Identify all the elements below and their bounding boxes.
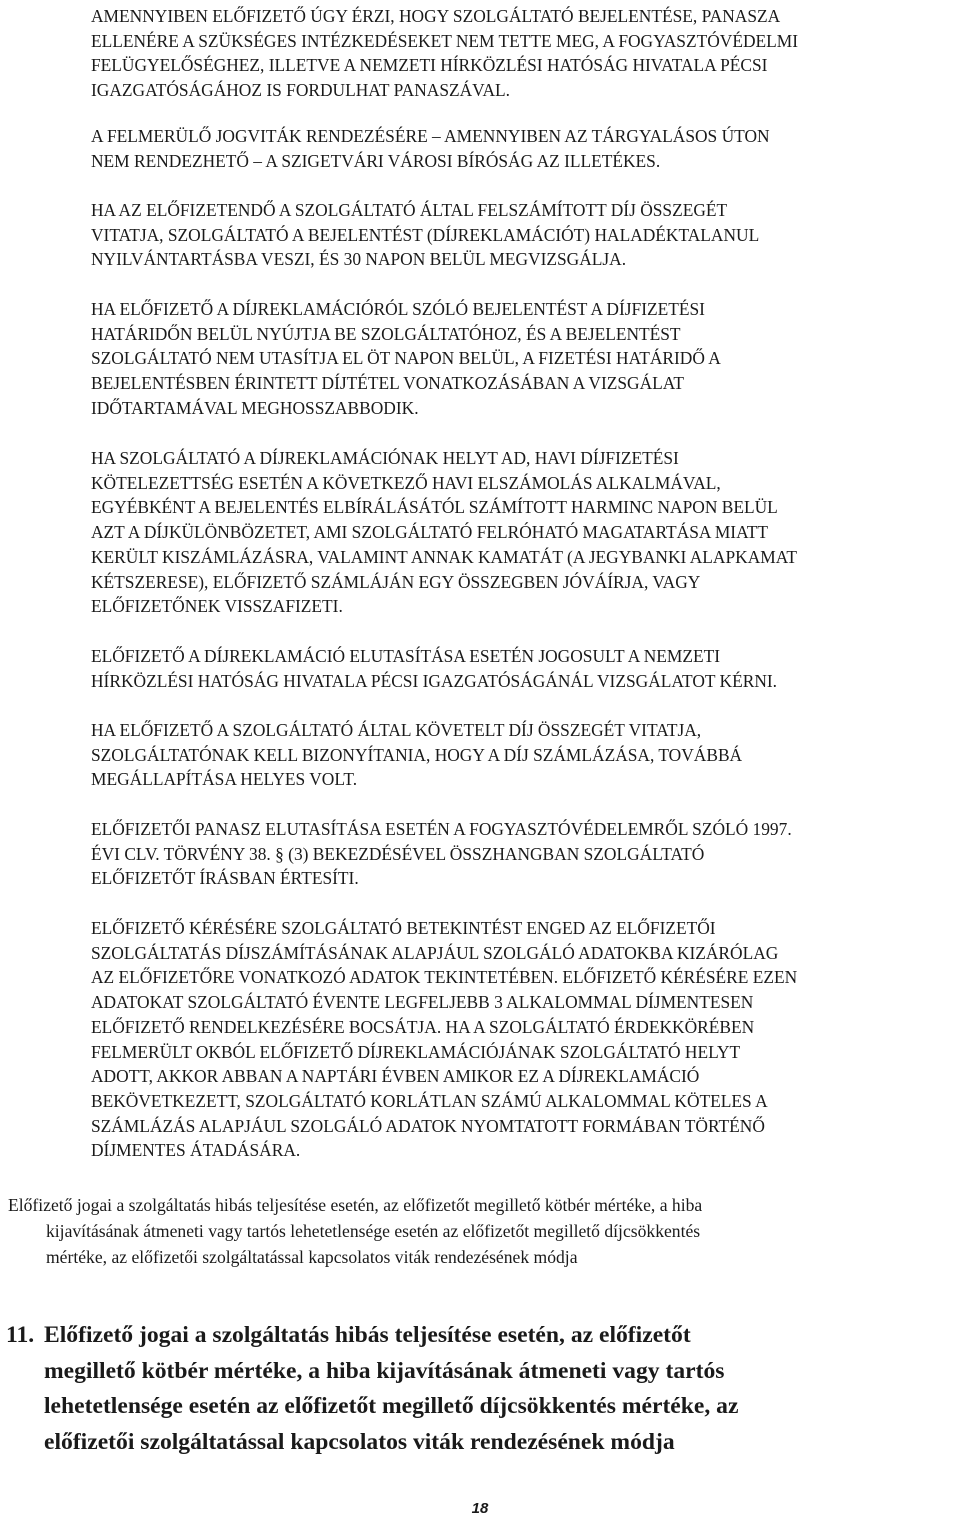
text-line: ADATOKAT SZOLGÁLTATÓ ÉVENTE LEGFELJEBB 3 ALKALOMMAL DÍJMENTESEN [91,992,754,1013]
text-line: AZT A DÍJKÜLÖNBÖZETET, AMI SZOLGÁLTATÓ FELRÓHATÓ MAGATARTÁSA MIATT [91,522,768,543]
text-line: ADOTT, AKKOR ABBAN A NAPTÁRI ÉVBEN AMIKOR EZ A DÍJREKLAMÁCIÓ [91,1066,700,1087]
text-line: ELLENÉRE A SZÜKSÉGES INTÉZKEDÉSEKET NEM TETTE MEG, A FOGYASZTÓVÉDELMI [91,30,799,51]
text-line: AZ ELŐFIZETŐRE VONATKOZÓ ADATOK TEKINTETÉBEN. ELŐFIZETŐ KÉRÉSÉRE EZEN [91,967,798,988]
text-line: mértéke, az előfizetői szolgáltatással kapcsolatos viták rendezésének módja [46,1247,578,1267]
text-line: ELŐFIZETŐ A DÍJREKLAMÁCIÓ ELUTASÍTÁSA ESETÉN JOGOSULT A NEMZETI [91,646,721,666]
heading-line: megillető kötbér mértéke, a hiba kijavításának átmeneti vagy tartós [44,1357,725,1384]
text-line: SZOLGÁLTATÓNAK KELL BIZONYÍTANIA, HOGY A DÍJ SZÁMLÁZÁSA, TOVÁBBÁ [91,744,743,765]
text-line: HATÁRIDŐN BELÜL NYÚJTJA BE SZOLGÁLTATÓHOZ, ÉS A BEJELENTÉST [91,323,681,344]
text-line: BEKÖVETKEZETT, SZOLGÁLTATÓ KORLÁTLAN SZÁMÚ ALKALOMMAL KÖTELES A [91,1090,768,1111]
text-line: HA ELŐFIZETŐ A SZOLGÁLTATÓ ÁLTAL KÖVETELT DÍJ ÖSSZEGÉT VITATJA, [91,720,702,740]
heading-line [0,1318,960,1354]
text-line: ELŐFIZETŐNEK VISSZAFIZETI. [91,596,343,617]
text-line: A FELMERÜLŐ JOGVITÁK RENDEZÉSÉRE – AMENNYIBEN AZ TÁRGYALÁSOS ÚTON [91,126,770,146]
text-line: KÉTSZERESE), ELŐFIZETŐ SZÁMLÁJÁN EGY ÖSSZEGBEN JÓVÁÍRJA, VAGY [91,571,701,592]
page-number: 18 [471,1500,489,1517]
section-number: 11. [6,1322,35,1348]
text-line: HA ELŐFIZETŐ A DÍJREKLAMÁCIÓRÓL SZÓLÓ BEJELENTÉST A DÍJFIZETÉSI [91,299,705,319]
text-line: KERÜLT KISZÁMLÁZÁSRA, VALAMINT ANNAK KAMATÁT (A JEGYBANKI ALAPKAMAT [91,546,797,567]
paragraph-legal-disputes-court [91,124,960,173]
paragraph-billing-data-access [91,916,960,1163]
text-line: SZOLGÁLTATÓ NEM UTASÍTJA EL ÖT NAPON BELÜL, A FIZETÉSI HATÁRIDŐ A [91,348,721,369]
paragraph-consumer-protection-complaint [91,4,960,103]
text-line: NYILVÁNTARTÁSBA VESZI, ÉS 30 NAPON BELÜL MEGVIZSGÁLJA. [91,249,627,270]
paragraph-rejection-investigation-request [91,644,960,693]
text-line: KÖTELEZETTSÉG ESETÉN A KÖVETKEZŐ HAVI ELSZÁMOLÁS ALKALMÁVAL, [91,472,721,493]
heading-line: lehetetlensége esetén az előfizetőt megillető díjcsökkentés mértéke, az [44,1393,739,1419]
text-line: VITATJA, SZOLGÁLTATÓ A BEJELENTÉST (DÍJREKLAMÁCIÓT) HALADÉKTALANUL [91,224,760,245]
text-line: ELŐFIZETŐT ÍRÁSBAN ÉRTESÍTI. [91,868,359,889]
paragraph-payment-deadline-extension [91,297,960,421]
paragraph-written-notification [91,817,960,891]
text-line: ÉVI CLV. TÖRVÉNY 38. § (3) BEKEZDÉSÉVEL ÖSSZHANGBAN SZOLGÁLTATÓ [91,843,705,864]
paragraph-burden-of-proof [91,718,960,792]
text-line: EGYÉBKÉNT A BEJELENTÉS ELBÍRÁLÁSÁTÓL SZÁMÍTOTT HARMINC NAPON BELÜL [91,497,778,518]
text-line: BEJELENTÉSBEN ÉRINTETT DÍJTÉTEL VONATKOZÁSÁBAN A VIZSGÁLAT [91,373,685,394]
text-line: HA AZ ELŐFIZETENDŐ A SZOLGÁLTATÓ ÁLTAL FELSZÁMÍTOTT DÍJ ÖSSZEGÉT [91,200,728,220]
text-line: ELŐFIZETŐI PANASZ ELUTASÍTÁSA ESETÉN A FOGYASZTÓVÉDELEMRŐL SZÓLÓ 1997. [91,819,792,839]
text-line: NEM RENDEZHETŐ – A SZIGETVÁRI VÁROSI BÍRÓSÁG AZ ILLETÉKES. [91,150,661,171]
paragraph-refund-of-difference [91,446,960,619]
text-line: SZÁMLÁZÁS ALAPJÁUL SZOLGÁLÓ ADATOK NYOMTATOTT FORMÁBAN TÖRTÉNŐ [91,1115,765,1136]
text-line: MEGÁLLAPÍTÁSA HELYES VOLT. [91,769,358,790]
paragraph-fee-dispute-registration [91,198,960,272]
text-line: Előfizető jogai a szolgáltatás hibás teljesítése esetén, az előfizetőt megillető kötbér mértéke, a hiba [8,1195,703,1215]
text-line: HÍRKÖZLÉSI HATÓSÁG HIVATALA PÉCSI IGAZGATÓSÁGÁNÁL VIZSGÁLATOT KÉRNI. [91,670,778,691]
text-line: FELÜGYELŐSÉGHEZ, ILLETVE A NEMZETI HÍRKÖZLÉSI HATÓSÁG HIVATALA PÉCSI [91,55,768,76]
text-line: IDŐTARTAMÁVAL MEGHOSSZABBODIK. [91,397,419,418]
text-line: FELMERÜLT OKBÓL ELŐFIZETŐ DÍJREKLAMÁCIÓJÁNAK SZOLGÁLTATÓ HELYT [91,1041,741,1062]
section-heading [0,1318,960,1460]
text-line: ELŐFIZETŐ RENDELKEZÉSÉRE BOCSÁTJA. HA A SZOLGÁLTATÓ ÉRDEKKÖRÉBEN [91,1016,755,1037]
text-line: HA SZOLGÁLTATÓ A DÍJREKLAMÁCIÓNAK HELYT AD, HAVI DÍJFIZETÉSI [91,448,679,468]
text-line: ELŐFIZETŐ KÉRÉSÉRE SZOLGÁLTATÓ BETEKINTÉST ENGED AZ ELŐFIZETŐI [91,918,716,938]
heading-line: előfizetői szolgáltatással kapcsolatos viták rendezésének módja [44,1428,675,1455]
heading-text: Előfizető jogai a szolgáltatás hibás teljesítése esetén, az előfizetőt [44,1322,691,1348]
text-line: DÍJMENTES ÁTADÁSÁRA. [91,1140,301,1161]
text-line: AMENNYIBEN ELŐFIZETŐ ÚGY ÉRZI, HOGY SZOLGÁLTATÓ BEJELENTÉSE, PANASZA [91,6,781,26]
text-line: SZOLGÁLTATÁS DÍJSZÁMÍTÁSÁNAK ALAPJÁUL SZOLGÁLÓ ADATOKBA KIZÁRÓLAG [91,942,779,963]
toc-entry-subscriber-rights [8,1192,956,1270]
text-line: IGAZGATÓSÁGÁHOZ IS FORDULHAT PANASZÁVAL. [91,80,511,101]
text-line: kijavításának átmeneti vagy tartós lehetetlensége esetén az előfizetőt megillető díjcsökkentés [46,1221,701,1241]
